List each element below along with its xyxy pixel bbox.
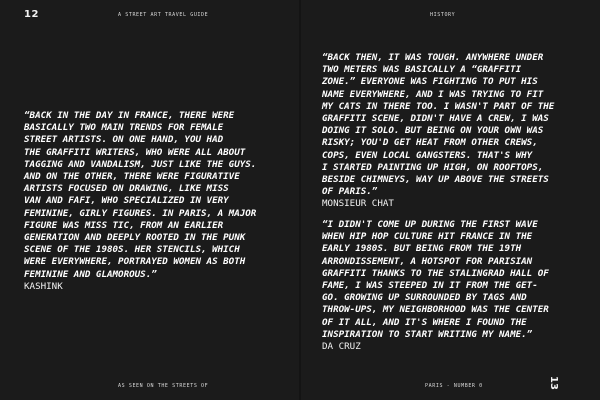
quote-line: FEMININE AND GLAMOROUS.” [24,268,157,280]
left-page-number: 12 [24,9,39,20]
quote-line: FIGURE WAS MISS TIC, FROM AN EARLIER [24,219,224,231]
quote-author: KASHINK [24,280,63,292]
quote-line: VAN AND FAFI, WHO SPECIALIZED IN VERY [24,195,229,207]
quote-line: WHEN HIP HOP CULTURE HIT FRANCE IN THE [322,231,533,243]
quote-line: “BACK THEN, IT WAS TOUGH. ANYWHERE UNDER [322,52,544,63]
quote-line: THE GRAFFITI WRITERS, WHO WERE ALL ABOUT [24,146,246,158]
quote-line: TAGGING AND VANDALISM, JUST LIKE THE GUYS. [24,158,257,170]
quote-line: NAME EVERYWHERE, AND I WAS TRYING TO FIT [322,88,544,100]
quote-line: FEMININE, GIRLY FIGURES. IN PARIS, A MAJOR [24,207,257,219]
quote-text [24,110,286,281]
quote-line: EARLY 1980S. BUT BEING FROM THE 19TH [322,243,522,255]
page-gutter [299,0,301,400]
quote-line: COPS, EVEN LOCAL GANGSTERS. THAT'S WHY [322,149,533,161]
quote-line: GRAFFITI SCENE, DIDN'T HAVE A CREW, I WAS [322,113,549,125]
quote-line: ARRONDISSEMENT, A HOTSPOT FOR PARISIAN [322,255,533,267]
quote-line: SCENE OF THE 1980S. HER STENCILS, WHICH [24,244,240,256]
quote-line: MY CATS IN THERE TOO. I WASN'T PART OF THE [322,100,555,112]
right-page-number: 13 [548,376,559,390]
quote-line: THROW-UPS, MY NEIGHBORHOOD WAS THE CENTER [322,304,549,316]
quote-line: WERE EVERYWHERE, PORTRAYED WOMEN AS BOTH [24,256,246,268]
quote-line: OF PARIS.” [322,186,378,198]
quote-line: GRAFFITI THANKS TO THE STALINGRAD HALL OF [322,267,549,279]
quote-line: RISKY; YOU'D GET HEAT FROM OTHER CREWS, [322,137,538,149]
quote-line: BASICALLY TWO MAIN TRENDS FOR FEMALE [24,122,224,134]
quote-author: MONSIEUR CHAT [322,198,394,210]
quote-line: DOING IT SOLO. BUT BEING ON YOUR OWN WAS [322,125,544,137]
quote-line: BESIDE CHIMNEYS, WAY UP ABOVE THE STREETS [322,174,549,186]
quote-line: I STARTED PAINTING UP HIGH, ON ROOFTOPS, [322,161,544,173]
quote-line: “I DIDN'T COME UP DURING THE FIRST WAVE [322,219,538,230]
quote-kashink [24,110,286,293]
quote-line: OF IT ALL, AND IT'S WHERE I FOUND THE [322,316,527,328]
quote-text [322,219,580,341]
quote-da-cruz [322,219,580,353]
quote-monsieur-chat [322,52,580,210]
footer-right: PARIS - NUMBER 0 [425,383,483,389]
header-right: HISTORY [430,12,456,18]
quote-line: ARTISTS FOCUSED ON DRAWING, LIKE MISS [24,183,229,195]
quote-line: ZONE.” EVERYONE WAS FIGHTING TO PUT HIS [322,76,538,88]
quote-line: FAME, I WAS STEEPED IN IT FROM THE GET- [322,280,538,292]
header-left: A STREET ART TRAVEL GUIDE [118,12,209,18]
quote-line: GENERATION AND DEEPLY ROOTED IN THE PUNK [24,232,246,244]
quote-line: TWO METERS WAS BASICALLY A “GRAFFITI [322,64,522,76]
footer-left: AS SEEN ON THE STREETS OF [118,383,209,389]
quote-line: AND ON THE OTHER, THERE WERE FIGURATIVE [24,171,240,183]
quote-line: GO. GROWING UP SURROUNDED BY TAGS AND [322,292,527,304]
quote-line: “BACK IN THE DAY IN FRANCE, THERE WERE [24,110,235,121]
quote-author: DA CRUZ [322,341,361,353]
quote-line: STREET ARTISTS. ON ONE HAND, YOU HAD [24,134,224,146]
quote-line: INSPIRATION TO START WRITING MY NAME.” [322,328,533,340]
quote-text [322,52,580,198]
